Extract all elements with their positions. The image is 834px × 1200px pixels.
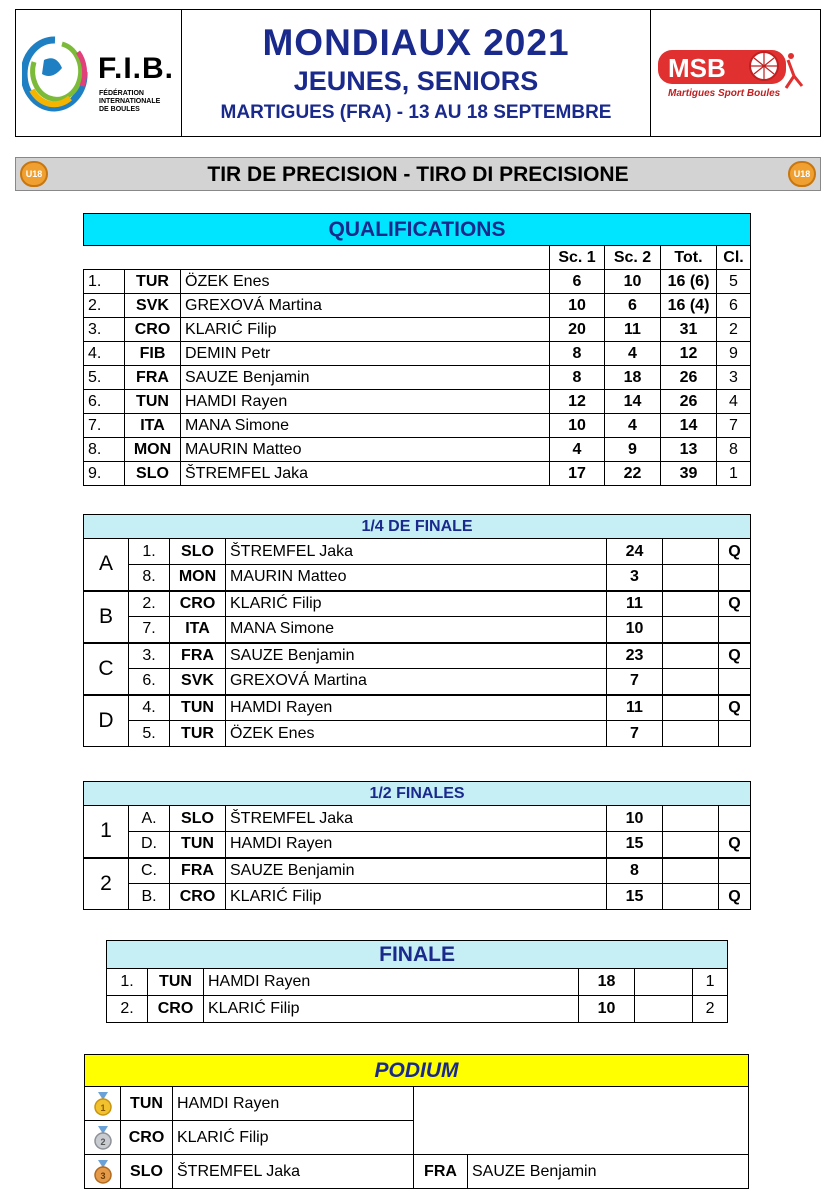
player-name: SAUZE Benjamin — [226, 643, 607, 669]
nation: CRO — [170, 884, 226, 910]
podium-first-nat: TUN — [121, 1087, 173, 1121]
qualified-mark — [719, 669, 751, 695]
final-title: FINALE — [107, 941, 728, 969]
table-row — [84, 366, 751, 390]
score: 7 — [607, 721, 663, 747]
table-row — [84, 669, 751, 695]
player-name: MAURIN Matteo — [181, 438, 550, 462]
seed: 3. — [129, 643, 170, 669]
header-titles — [182, 10, 651, 136]
group-label: C — [84, 643, 129, 695]
podium-table — [84, 1054, 749, 1189]
nation: CRO — [125, 318, 181, 342]
total: 14 — [661, 414, 717, 438]
col-tot: Tot. — [661, 246, 717, 270]
event-title: TIR DE PRECISION - TIRO DI PRECISIONE — [207, 163, 629, 186]
podium-third-b-name: SAUZE Benjamin — [468, 1155, 749, 1189]
podium-first-name: HAMDI Rayen — [173, 1087, 414, 1121]
nation: TUN — [125, 390, 181, 414]
player-name: MANA Simone — [226, 617, 607, 643]
nation: ITA — [170, 617, 226, 643]
nation: TUN — [170, 832, 226, 858]
score: 10 — [607, 806, 663, 832]
table-row — [84, 806, 751, 832]
player-name: ŠTREMFEL Jaka — [226, 806, 607, 832]
table-row — [84, 643, 751, 669]
seed: C. — [129, 858, 170, 884]
total: 26 — [661, 366, 717, 390]
player-name: MAURIN Matteo — [226, 565, 607, 591]
nation: MON — [125, 438, 181, 462]
table-row — [84, 832, 751, 858]
nation: TUR — [170, 721, 226, 747]
col-cl: Cl. — [717, 246, 751, 270]
podium-second-nat: CRO — [121, 1121, 173, 1155]
table-row — [84, 462, 751, 486]
classification: 1 — [717, 462, 751, 486]
classification: 1 — [693, 969, 728, 996]
group-label: 2 — [84, 858, 129, 910]
nation: FRA — [170, 643, 226, 669]
rank: 2. — [84, 294, 125, 318]
table-row — [84, 617, 751, 643]
empty-cell — [663, 858, 719, 884]
score: 10 — [579, 996, 635, 1023]
nation: TUN — [148, 969, 204, 996]
table-row — [84, 695, 751, 721]
score: 11 — [607, 695, 663, 721]
podium-third-name: ŠTREMFEL Jaka — [173, 1155, 414, 1189]
score: 10 — [607, 617, 663, 643]
player-name: KLARIĆ Filip — [204, 996, 579, 1023]
table-row — [84, 539, 751, 565]
score-2: 14 — [605, 390, 661, 414]
seed: D. — [129, 832, 170, 858]
fib-logo — [16, 10, 182, 136]
u18-badge-left: U18 — [20, 161, 48, 187]
score-1: 8 — [550, 366, 605, 390]
final-table — [106, 940, 728, 1023]
semi-final-table — [83, 781, 751, 910]
qualifications-table — [83, 213, 751, 486]
classification: 2 — [717, 318, 751, 342]
page-title: MONDIAUX 2021 — [262, 22, 570, 63]
score-2: 6 — [605, 294, 661, 318]
podium-third-b-nat: FRA — [414, 1155, 468, 1189]
podium-third-nat: SLO — [121, 1155, 173, 1189]
msb-logo-text: MSB — [668, 53, 726, 83]
score-1: 20 — [550, 318, 605, 342]
qualified-mark — [719, 806, 751, 832]
fib-ring-icon — [22, 32, 88, 114]
nation: FRA — [170, 858, 226, 884]
player-name: SAUZE Benjamin — [181, 366, 550, 390]
player-name: GREXOVÁ Martina — [181, 294, 550, 318]
total: 26 — [661, 390, 717, 414]
score: 24 — [607, 539, 663, 565]
nation: SLO — [125, 462, 181, 486]
classification: 9 — [717, 342, 751, 366]
qualified-mark: Q — [719, 591, 751, 617]
total: 12 — [661, 342, 717, 366]
fib-logo-text: F.I.B. — [98, 52, 175, 85]
nation: SVK — [125, 294, 181, 318]
seed: 6. — [129, 669, 170, 695]
player-name: GREXOVÁ Martina — [226, 669, 607, 695]
nation: FIB — [125, 342, 181, 366]
qualified-mark — [719, 565, 751, 591]
empty-cell — [663, 565, 719, 591]
msb-logo-icon — [656, 46, 806, 100]
seed: 8. — [129, 565, 170, 591]
table-row — [84, 721, 751, 747]
table-row — [107, 996, 728, 1023]
rank: 7. — [84, 414, 125, 438]
qualifications-title: QUALIFICATIONS — [84, 214, 751, 246]
table-row — [84, 591, 751, 617]
rank: 2. — [107, 996, 148, 1023]
table-row — [84, 318, 751, 342]
seed: A. — [129, 806, 170, 832]
player-name: ÖZEK Enes — [181, 270, 550, 294]
nation: SLO — [170, 539, 226, 565]
classification: 8 — [717, 438, 751, 462]
bronze-medal-icon — [85, 1155, 121, 1189]
player-name: KLARIĆ Filip — [226, 884, 607, 910]
seed: 1. — [129, 539, 170, 565]
empty-cell — [663, 832, 719, 858]
table-row — [84, 414, 751, 438]
empty-cell — [663, 591, 719, 617]
empty-cell — [663, 617, 719, 643]
gold-medal-label: 1 — [99, 1102, 106, 1113]
rank: 6. — [84, 390, 125, 414]
gold-medal-icon — [85, 1087, 121, 1121]
classification: 2 — [693, 996, 728, 1023]
classification: 6 — [717, 294, 751, 318]
table-row — [84, 390, 751, 414]
player-name: ŠTREMFEL Jaka — [226, 539, 607, 565]
player-name: MANA Simone — [181, 414, 550, 438]
table-row — [84, 438, 751, 462]
rank: 9. — [84, 462, 125, 486]
document-header — [15, 9, 821, 137]
total: 13 — [661, 438, 717, 462]
podium-title: PODIUM — [85, 1055, 749, 1087]
empty-cell — [635, 996, 693, 1023]
classification: 4 — [717, 390, 751, 414]
quarter-final-title: 1/4 DE FINALE — [84, 515, 751, 539]
bronze-medal-label: 3 — [99, 1170, 106, 1181]
score-2: 4 — [605, 414, 661, 438]
silver-medal-icon — [85, 1121, 121, 1155]
empty-cell — [635, 969, 693, 996]
empty-cell — [663, 806, 719, 832]
qualifications-header-row — [84, 246, 751, 270]
rank: 4. — [84, 342, 125, 366]
player-name: DEMIN Petr — [181, 342, 550, 366]
score: 11 — [607, 591, 663, 617]
event-title-bar — [15, 157, 821, 191]
page-subtitle: JEUNES, SENIORS — [293, 66, 539, 96]
group-label: A — [84, 539, 129, 591]
nation: SLO — [170, 806, 226, 832]
seed: 5. — [129, 721, 170, 747]
podium-empty-cell — [414, 1087, 749, 1155]
empty-cell — [663, 884, 719, 910]
table-row — [84, 884, 751, 910]
player-name: HAMDI Rayen — [226, 832, 607, 858]
nation: CRO — [148, 996, 204, 1023]
score-1: 6 — [550, 270, 605, 294]
empty-cell — [663, 695, 719, 721]
nation: SVK — [170, 669, 226, 695]
player-name: HAMDI Rayen — [181, 390, 550, 414]
rank: 5. — [84, 366, 125, 390]
col-sc1: Sc. 1 — [550, 246, 605, 270]
score: 7 — [607, 669, 663, 695]
seed: 7. — [129, 617, 170, 643]
player-name: HAMDI Rayen — [226, 695, 607, 721]
nation: FRA — [125, 366, 181, 390]
player-name: HAMDI Rayen — [204, 969, 579, 996]
qualified-mark — [719, 617, 751, 643]
score-1: 4 — [550, 438, 605, 462]
event-place-dates: MARTIGUES (FRA) - 13 AU 18 SEPTEMBRE — [220, 102, 612, 123]
msb-logo-subtitle: Martigues Sport Boules — [668, 88, 781, 99]
semi-final-title: 1/2 FINALES — [84, 782, 751, 806]
nation: ITA — [125, 414, 181, 438]
empty-cell — [663, 669, 719, 695]
player-name: KLARIĆ Filip — [181, 318, 550, 342]
total: 31 — [661, 318, 717, 342]
seed: B. — [129, 884, 170, 910]
qualified-mark: Q — [719, 695, 751, 721]
score-2: 18 — [605, 366, 661, 390]
u18-badge-right: U18 — [788, 161, 816, 187]
classification: 7 — [717, 414, 751, 438]
rank: 1. — [107, 969, 148, 996]
nation: CRO — [170, 591, 226, 617]
score-1: 8 — [550, 342, 605, 366]
fib-logo-subtitle: FÉDÉRATION INTERNATIONALE DE BOULES — [99, 90, 161, 113]
qualified-mark: Q — [719, 832, 751, 858]
group-label: 1 — [84, 806, 129, 858]
silver-medal-label: 2 — [99, 1136, 106, 1147]
player-name: ŠTREMFEL Jaka — [181, 462, 550, 486]
nation: MON — [170, 565, 226, 591]
score: 23 — [607, 643, 663, 669]
nation: TUR — [125, 270, 181, 294]
total: 16 (6) — [661, 270, 717, 294]
table-row — [84, 858, 751, 884]
qualified-mark: Q — [719, 884, 751, 910]
empty-cell — [663, 721, 719, 747]
nation: TUN — [170, 695, 226, 721]
score-2: 9 — [605, 438, 661, 462]
score-1: 12 — [550, 390, 605, 414]
score: 18 — [579, 969, 635, 996]
group-label: B — [84, 591, 129, 643]
msb-logo — [651, 10, 820, 136]
player-name: ÖZEK Enes — [226, 721, 607, 747]
player-name: SAUZE Benjamin — [226, 858, 607, 884]
total: 16 (4) — [661, 294, 717, 318]
score-2: 11 — [605, 318, 661, 342]
score: 15 — [607, 832, 663, 858]
score-1: 10 — [550, 294, 605, 318]
score-2: 4 — [605, 342, 661, 366]
qualified-mark — [719, 858, 751, 884]
score-1: 10 — [550, 414, 605, 438]
table-row — [84, 270, 751, 294]
score: 15 — [607, 884, 663, 910]
quarter-final-table — [83, 514, 751, 747]
col-sc2: Sc. 2 — [605, 246, 661, 270]
table-row — [107, 969, 728, 996]
qualified-mark — [719, 721, 751, 747]
score: 3 — [607, 565, 663, 591]
score-2: 10 — [605, 270, 661, 294]
group-label: D — [84, 695, 129, 747]
seed: 2. — [129, 591, 170, 617]
qualified-mark: Q — [719, 539, 751, 565]
classification: 3 — [717, 366, 751, 390]
classification: 5 — [717, 270, 751, 294]
empty-cell — [663, 643, 719, 669]
score-2: 22 — [605, 462, 661, 486]
seed: 4. — [129, 695, 170, 721]
table-row — [84, 342, 751, 366]
rank: 3. — [84, 318, 125, 342]
score-1: 17 — [550, 462, 605, 486]
total: 39 — [661, 462, 717, 486]
table-row — [84, 294, 751, 318]
empty-cell — [663, 539, 719, 565]
qualified-mark: Q — [719, 643, 751, 669]
player-name: KLARIĆ Filip — [226, 591, 607, 617]
podium-second-name: KLARIĆ Filip — [173, 1121, 414, 1155]
rank: 1. — [84, 270, 125, 294]
rank: 8. — [84, 438, 125, 462]
table-row — [84, 565, 751, 591]
score: 8 — [607, 858, 663, 884]
